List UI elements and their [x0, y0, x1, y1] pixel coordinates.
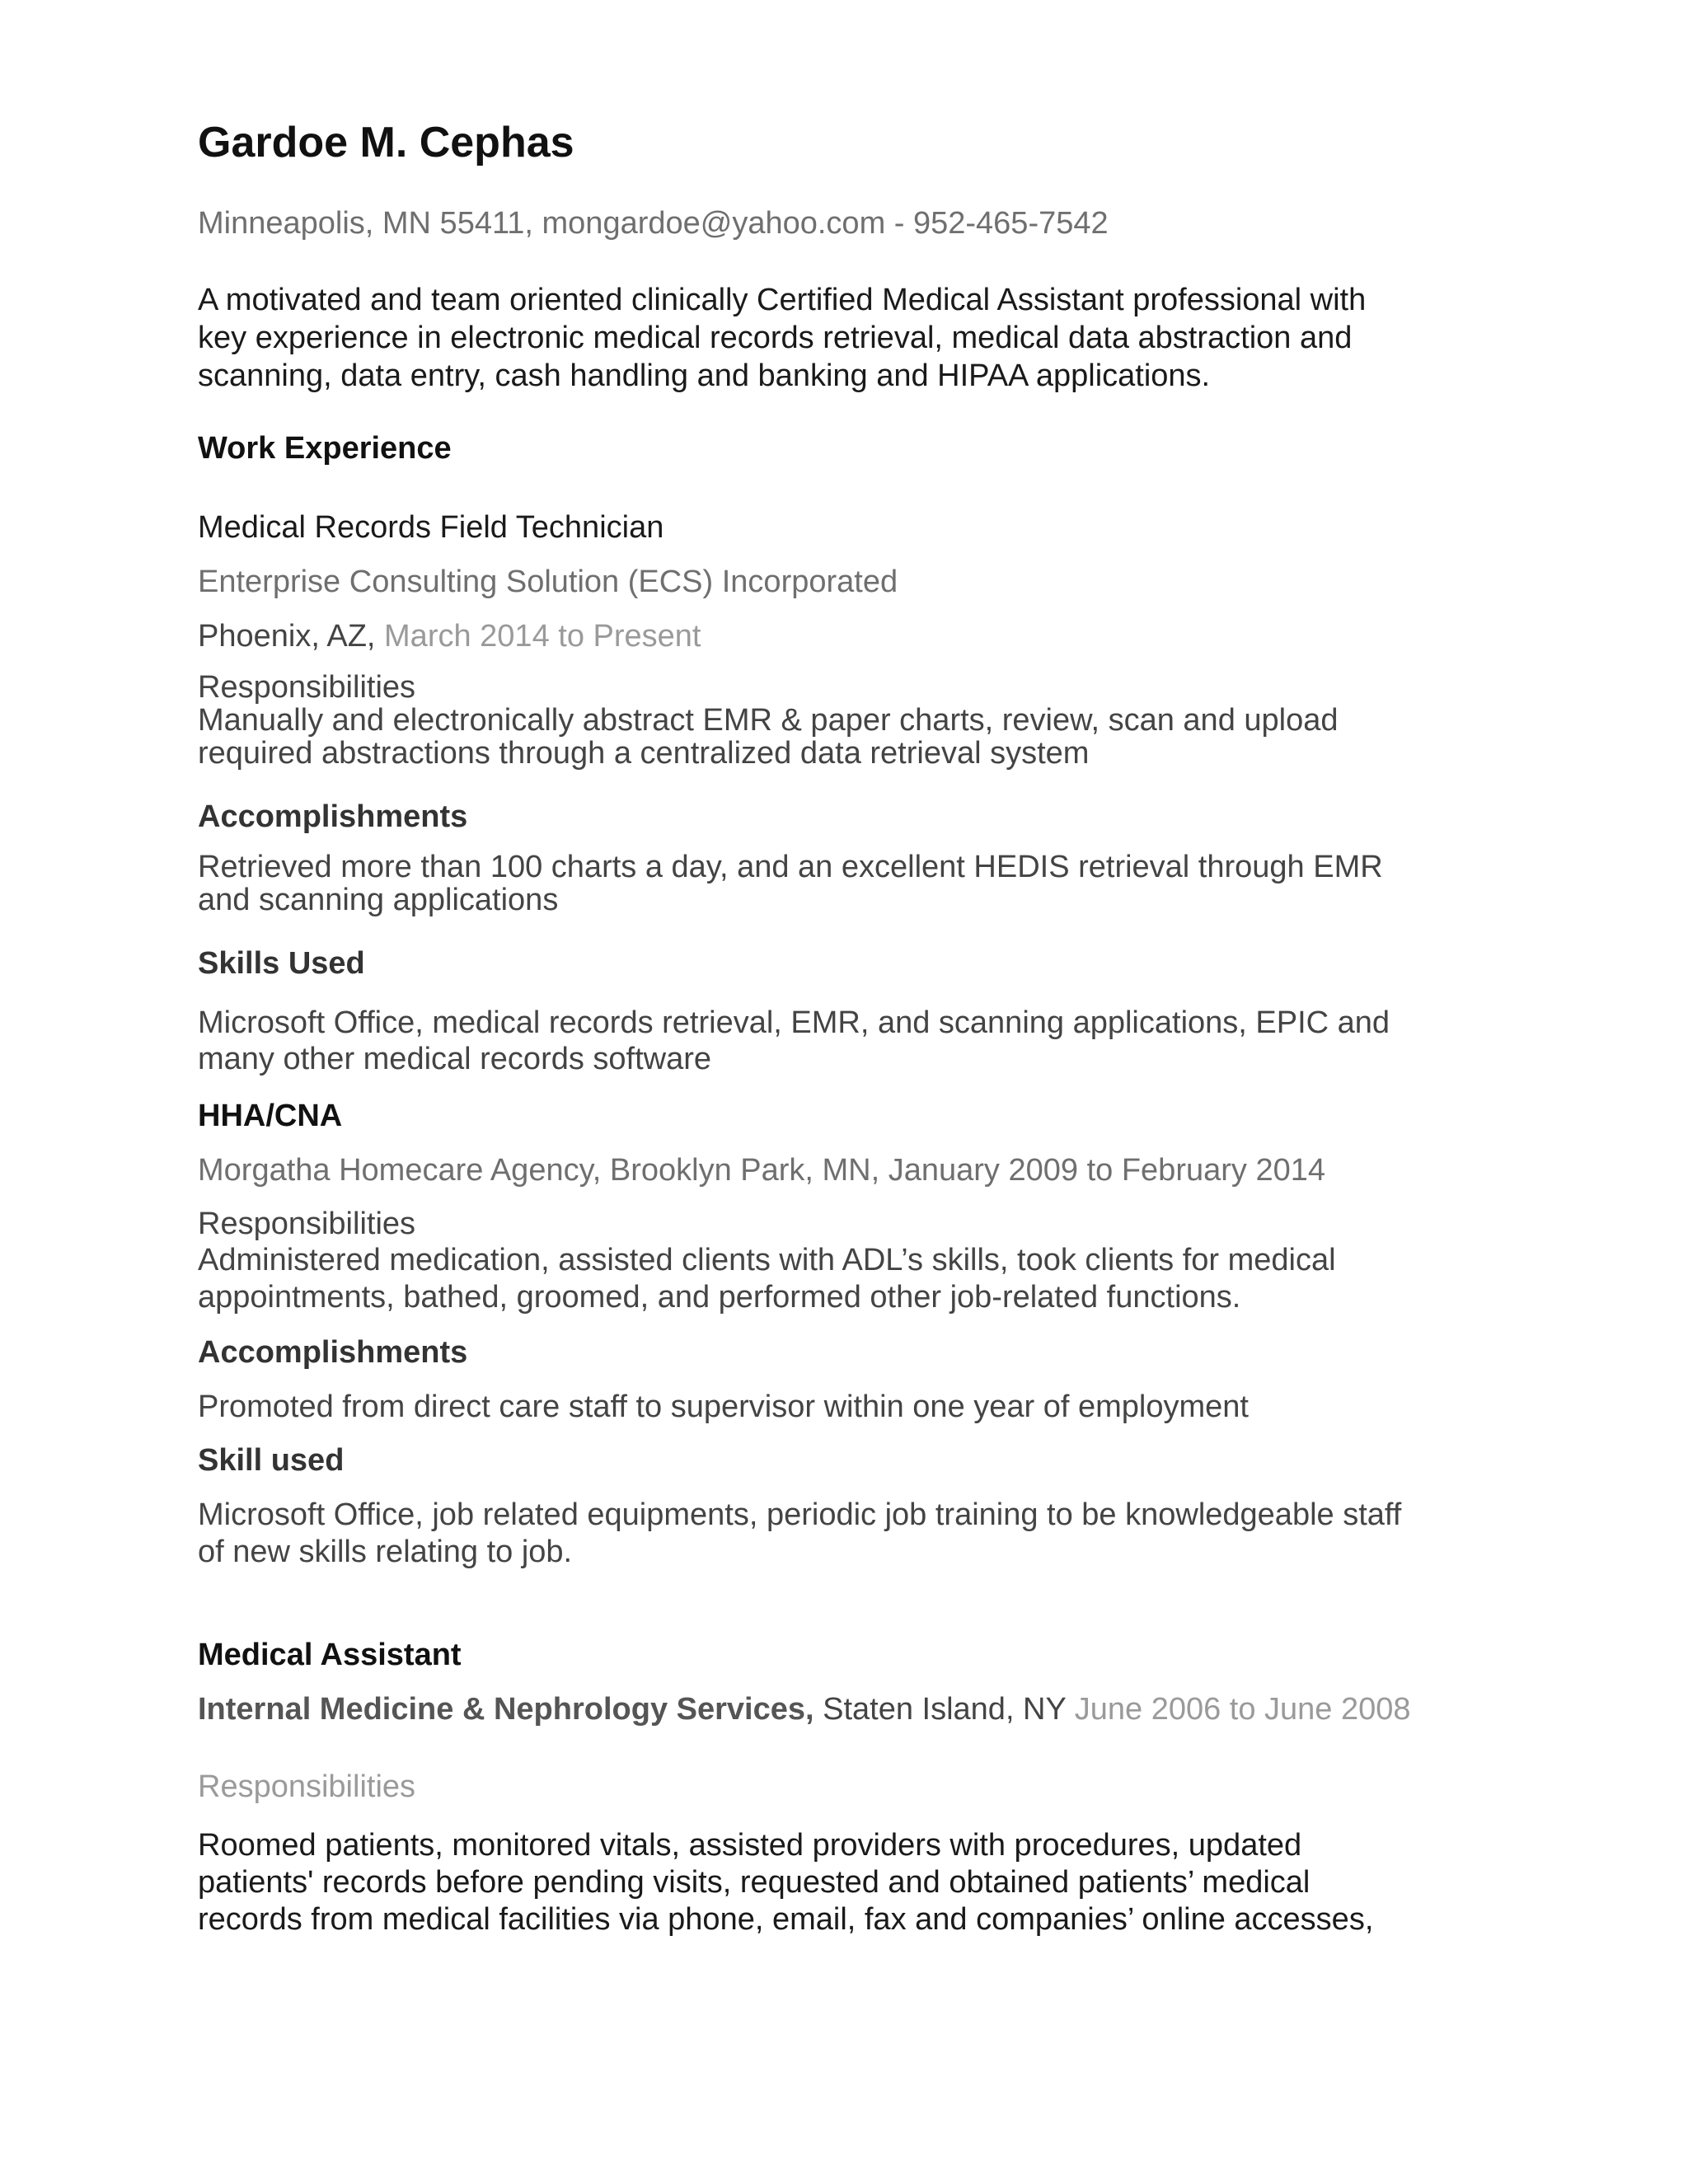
skills-line: Microsoft Office, job related equipments, periodic job training to be knowledgeable staff — [198, 1497, 1402, 1532]
accomplishments-line: Promoted from direct care staff to supervisor within one year of employment — [198, 1390, 1249, 1424]
responsibilities-line: records from medical facilities via phone, email, fax and companies’ online accesses, — [198, 1902, 1374, 1937]
company-name: Internal Medicine & Nephrology Services, — [198, 1692, 814, 1727]
summary-line: key experience in electronic medical records retrieval, medical data abstraction and — [198, 321, 1353, 355]
company-line: Morgatha Homecare Agency, Brooklyn Park, MN, January 2009 to February 2014 — [198, 1153, 1325, 1188]
accomplishments-line: Retrieved more than 100 charts a day, and an excellent HEDIS retrieval through EMR — [198, 850, 1383, 884]
skills-label: Skills Used — [198, 946, 365, 981]
contact-info: Minneapolis, MN 55411, mongardoe@yahoo.com - 952-465-7542 — [198, 206, 1109, 241]
job-dates: March 2014 to Present — [384, 619, 701, 654]
responsibilities-line: Roomed patients, monitored vitals, assisted providers with procedures, updated — [198, 1828, 1302, 1863]
accomplishments-label: Accomplishments — [198, 1335, 468, 1370]
candidate-name: Gardoe M. Cephas — [198, 119, 574, 166]
skills-line: Microsoft Office, medical records retrieval, EMR, and scanning applications, EPIC and — [198, 1005, 1390, 1040]
responsibilities-label: Responsibilities — [198, 670, 416, 705]
job-location: Phoenix, AZ, — [198, 619, 376, 654]
accomplishments-label: Accomplishments — [198, 799, 468, 834]
skills-label: Skill used — [198, 1443, 345, 1478]
accomplishments-line: and scanning applications — [198, 883, 559, 917]
skills-line: of new skills relating to job. — [198, 1535, 573, 1569]
responsibilities-line: Administered medication, assisted clients with ADL’s skills, took clients for medical — [198, 1243, 1336, 1277]
responsibilities-line: required abstractions through a centralized data retrieval system — [198, 736, 1090, 771]
responsibilities-line: patients' records before pending visits, requested and obtained patients’ medical — [198, 1865, 1311, 1900]
skills-line: many other medical records software — [198, 1042, 712, 1076]
job-location-dates — [198, 619, 701, 654]
job-location: Staten Island, NY — [814, 1692, 1067, 1727]
job-title: Medical Assistant — [198, 1638, 462, 1672]
responsibilities-label: Responsibilities — [198, 1207, 416, 1241]
summary-line: A motivated and team oriented clinically Certified Medical Assistant professional with — [198, 283, 1367, 317]
section-heading-work-experience: Work Experience — [198, 431, 452, 466]
job-title: Medical Records Field Technician — [198, 510, 664, 545]
company-name: Enterprise Consulting Solution (ECS) Incorporated — [198, 565, 898, 599]
job-dates: June 2006 to June 2008 — [1066, 1692, 1411, 1727]
responsibilities-line: Manually and electronically abstract EMR & paper charts, review, scan and upload — [198, 703, 1339, 738]
summary-line: scanning, data entry, cash handling and banking and HIPAA applications. — [198, 359, 1211, 393]
company-location-dates — [198, 1692, 1411, 1727]
responsibilities-line: appointments, bathed, groomed, and performed other job-related functions. — [198, 1280, 1241, 1315]
job-title: HHA/CNA — [198, 1099, 343, 1133]
responsibilities-label: Responsibilities — [198, 1769, 416, 1804]
